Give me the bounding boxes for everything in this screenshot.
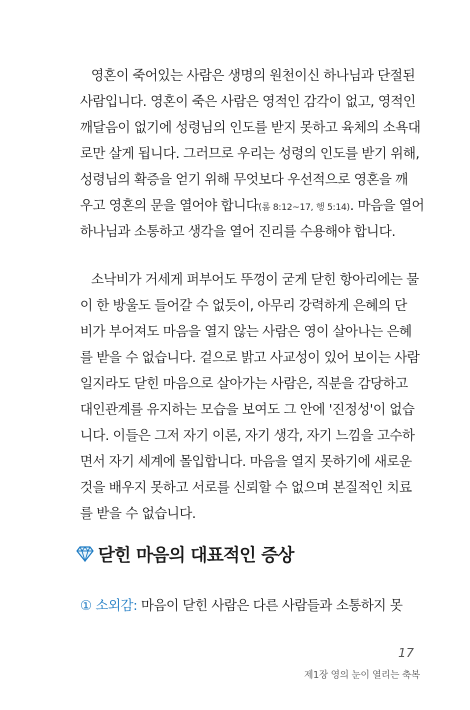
text-line: 성령님의 확증을 얻기 위해 무엇보다 우선적으로 영혼을 깨 [80,173,408,188]
section-title: 닫힌 마음의 대표적인 증상 [98,545,294,566]
symptom-item [80,594,402,620]
text-line: 소낙비가 거세게 퍼부어도 뚜껑이 굳게 닫힌 항아리에는 물 [91,273,419,288]
text-line: 것을 배우지 못하고 서로를 신뢰할 수 없으며 본질적인 치료 [80,481,412,496]
page-number: 17 [398,645,414,660]
text-line: 면서 자기 세계에 몰입합니다. 마음을 열지 못하기에 새로운 [80,455,412,470]
text-line: 깨달음이 없기에 성령님의 인도를 받지 못하고 육체의 소욕대 [80,121,421,136]
paragraph-2 [80,268,420,528]
text-line: 사람입니다. 영혼이 죽은 사람은 영적인 감각이 없고, 영적인 [80,95,416,110]
text-line [80,194,425,220]
text-segment: . 마음을 열어 [349,199,425,214]
running-footer: 제1장 영의 눈이 열리는 축복 [304,670,420,681]
scripture-reference: (롬 8:12~17, 행 5:14) [258,203,350,213]
text-line: 이 한 방울도 들어갈 수 없듯이, 아무리 강력하게 은혜의 단 [80,299,407,314]
symptom-text: 마음이 닫힌 사람은 다른 사람들과 소통하지 못 [137,599,403,614]
text-line: 일지라도 닫힌 마음으로 살아가는 사람은, 직분을 감당하고 [80,377,408,392]
text-line: 영혼이 죽어있는 사람은 생명의 원천이신 하나님과 단절된 [91,69,415,84]
text-line: 를 받을 수 없습니다. 겉으로 밝고 사교성이 있어 보이는 사람 [80,351,420,366]
text-line: 를 받을 수 없습니다. [80,507,196,522]
text-line: 니다. 이들은 그저 자기 이론, 자기 생각, 자기 느낌을 고수하 [80,429,415,444]
text-line: 대인관계를 유지하는 모습을 보여도 그 안에 '진정성'이 없습 [80,403,415,418]
section-heading [76,539,294,569]
diamond-icon [76,546,94,562]
text-segment: 우고 영혼의 문을 열어야 합니다 [80,199,259,214]
text-line: 하나님과 소통하고 생각을 열어 진리를 수용해야 합니다. [80,225,396,240]
text-line: 비가 부어져도 마음을 열지 않는 사람은 영이 살아나는 은혜 [80,325,412,340]
symptom-label: ① 소외감: [80,599,138,614]
paragraph-1 [80,64,425,246]
text-line: 로만 살게 됩니다. 그러므로 우리는 성령의 인도를 받기 위해, [80,147,420,162]
